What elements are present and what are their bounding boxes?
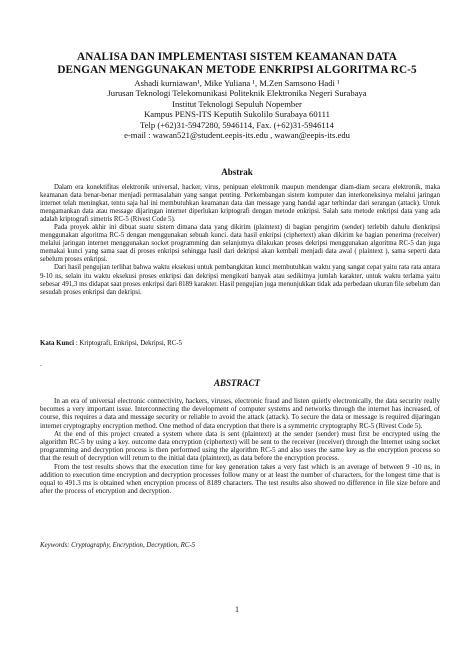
title-line-2: DENGAN MENGGUNAKAN METODE ENKRIPSI ALGORITMA RC-5	[57, 64, 417, 76]
author-block	[40, 78, 434, 140]
abstract-heading: ABSTRACT	[213, 378, 260, 388]
abstract-paragraph-2: At the end of this project created a system where data is sent (plaintext) at the sender (sender) must first be encrypted using the algorithm RC-5 by using a key. outcome data encryption (ciphertext) will be sent to the receiver (receiver) through the Internet using socket programming and decryption process is then performed using the algorithm RC-5 and also uses the same key as the encryption process so that the result of decryption will return to the initial data (plaintext), as data before the encryption process.	[40, 429, 440, 463]
abstrak-paragraph-1: Dalam era konektifitas elektronik universal, hacker, virus, penipuan elektronik maupun mendengar diam-diam secara elektronik, maka keamanan data benar-benar menjadi permasalahan yang sangat penting. Perkembangan sistem komputer dan interkoneksinya melalui jaringan internet telah meningkat, tentu saja hal ini membutuhkan keamanan data dan message yang handal agar terhindar dari serangan (attack). Untuk mengamankan data atau message dijaringan internet diperlukan kriptografi dengan metode enkripsi. Salah satu metode enkripsi data yang ada adalah kriptografi simetris RC-5 (Rivest Code 5).	[40, 184, 440, 224]
kata-kunci-label: Kata Kunci	[40, 340, 75, 347]
page-number: 1	[235, 605, 239, 614]
author-campus: Kampus PENS-ITS Keputih Sukolilo Surabaya 60111	[144, 109, 330, 120]
author-names: Ashadi kurniawan¹, Mike Yuliana ¹, M.Zen Samsono Hadi ¹	[134, 78, 340, 88]
abstrak-paragraph-2: Pada proyek akhir ini dibuat suatu sistem dimana data yang dikirim (plaintext) di bagian pengirim (sender) terlebih dahulu dienkripsi menggunakan algoritma RC-5 dengan menggunakan sebuah kunci. data hasil enkripsi (ciphertext) akan dikirim ke bagian penerima (receiver) melalui jaringan internet menggunakan socket programming dan selanjutnya dilakukan proses dekripsi menggunakan algoritma RC-5 dan juga memakai kunci yang sama saat di proses enkripsi sehingga hasil dari dekripsi akan kembali menjadi data awal ( plaintext ), sama seperti data sebelum proses enkripsi.	[40, 224, 440, 264]
paper-title	[40, 51, 434, 77]
separator-dot: .	[40, 360, 42, 368]
abstrak-heading: Abstrak	[221, 167, 253, 177]
author-email: e-mail : wawan521@student.eepis-its.edu , wawan@eepis-its.edu	[124, 130, 350, 141]
title-line-1: ANALISA DAN IMPLEMENTASI SISTEM KEAMANAN DATA	[77, 51, 397, 63]
kata-kunci-values: : Kriptografi, Enkripsi, Dekripsi, RC-5	[74, 340, 183, 347]
abstract-paragraph-3: From the test results shows that the execution time for key generation takes a very fast which is an average of between 9 -10 ns, in addition to execution time encryption and decryption processes follow many or at least the number of characters, for the longest time that is equal to 491.3 ms is obtained when encryption process of 8189 characters. The test results also showed no difference in file size before and after the process of encryption and decryption.	[40, 462, 440, 496]
author-department: Jurusan Teknologi Telekomunikasi Politeknik Elektronika Negeri Surabaya	[107, 88, 367, 99]
author-phone: Telp (+62)31-5947280, 5946114, Fax. (+62)31-5946114	[140, 119, 334, 130]
abstract-keywords: Keywords: Cryptography, Encryption, Decryption, RC-5	[40, 542, 196, 549]
abstrak-paragraph-3: Dari hasil pengujian terlihat bahwa waktu eksekusi untuk pembangkitan kunci membutuhkan waktu yang sangat cepat yaitu rata rata antara 9-10 ns, selain itu waktu eksekusi proses enkripsi dan dekripsi mengikuti banyak atau sedikitnya jumlah karakter, untuk waktu terlama yaitu sebesar 491,3 ms didapat saat proses enkripsi dari 8189 karakter. Hasil pengujian juga menunjukkan tidak ada perbedaan ukuran file sebelum dan sesudah proses enkripsi dan dekripsi.	[40, 264, 440, 296]
author-institute: Institut Teknologi Sepuluh Nopember	[172, 98, 302, 109]
kata-kunci	[40, 340, 440, 348]
abstract-body	[40, 397, 440, 495]
abstrak-body	[40, 184, 440, 297]
abstract-paragraph-1: In an era of universal electronic connectivity, hackers, viruses, electronic fraud and listen quietly electronically, the data security really becomes a very important issue. Interconnecting the development of computer systems and networks through the internet has increased, of course, this requires a data and message security or reliable to avoid the attack (attack). To secure the data or message is required dijaringan internet cryptography encryption method. One method of data encryption that there is a symmetric cryptography RC-5 (Rivest Code 5).	[40, 397, 440, 430]
